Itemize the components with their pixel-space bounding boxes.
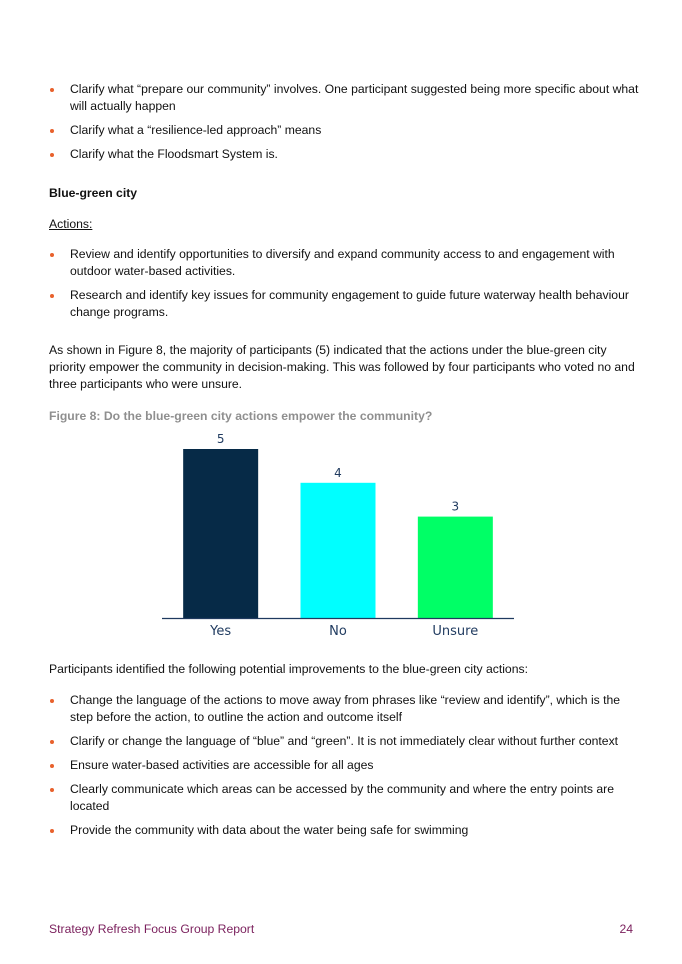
list-item-text: Clarify what a “resilience-led approach” means — [70, 123, 322, 137]
list-item — [49, 246, 639, 280]
body-paragraph: As shown in Figure 8, the majority of participants (5) indicated that the actions under the blue-green city priority empower the community in decision-making. This was followed by four participants who voted no and three participants who were unsure. — [49, 343, 635, 391]
footer-page-number: 24 — [619, 922, 633, 936]
list-item-text: Clearly communicate which areas can be accessed by the community and where the entry points are located — [70, 782, 614, 813]
footer-report-title: Strategy Refresh Focus Group Report — [49, 922, 255, 936]
bar-unsure — [418, 517, 493, 618]
bullet-icon — [50, 829, 54, 833]
section-heading: Blue-green city — [49, 186, 138, 200]
list-item-text: Provide the community with data about the water being safe for swimming — [70, 823, 469, 837]
list-item — [49, 692, 639, 726]
list-item — [49, 287, 639, 321]
bullet-icon — [50, 88, 54, 92]
bar-yes — [183, 449, 258, 618]
list-item — [49, 757, 639, 774]
list-item — [49, 733, 639, 750]
list-item-text: Research and identify key issues for community engagement to guide future waterway health behaviour change programs. — [70, 288, 629, 319]
improvements-intro: Participants identified the following potential improvements to the blue-green city actions: — [49, 662, 528, 676]
actions-bullet-list — [49, 246, 639, 328]
figure-title: Figure 8: Do the blue-green city actions empower the community? — [49, 409, 433, 423]
list-item — [49, 81, 639, 115]
x-tick-label: Yes — [210, 624, 232, 639]
bullet-icon — [50, 294, 54, 298]
bullet-icon — [50, 153, 54, 157]
bullet-icon — [50, 740, 54, 744]
bullet-icon — [50, 764, 54, 768]
list-item-text: Ensure water-based activities are accessible for all ages — [70, 758, 374, 772]
list-item — [49, 822, 639, 839]
data-label: 3 — [451, 499, 460, 514]
bar-chart — [0, 425, 682, 655]
actions-label: Actions: — [49, 217, 93, 231]
data-label: 4 — [334, 465, 342, 480]
bullet-icon — [50, 129, 54, 133]
data-label: 5 — [216, 432, 225, 446]
x-tick-label: No — [329, 624, 347, 639]
list-item — [49, 122, 639, 139]
list-item-text: Change the language of the actions to move away from phrases like “review and identify”, which is the step before the action, to outline the action and outcome itself — [70, 693, 621, 724]
x-tick-label: Unsure — [432, 624, 479, 639]
list-item — [49, 146, 639, 163]
list-item-text: Clarify what “prepare our community” involves. One participant suggested being more specific about what will actually happen — [70, 82, 639, 113]
list-item-text: Clarify or change the language of “blue” and “green”. It is not immediately clear without further context — [70, 734, 619, 748]
list-item-text: Clarify what the Floodsmart System is. — [70, 147, 278, 161]
bullet-icon — [50, 253, 54, 257]
list-item-text: Review and identify opportunities to diversify and expand community access to and engagement with outdoor water-based activities. — [70, 247, 615, 278]
top-bullet-list — [49, 81, 639, 170]
bar-no — [301, 483, 376, 618]
bullet-icon — [50, 699, 54, 703]
bullet-icon — [50, 788, 54, 792]
improvements-bullet-list — [49, 692, 639, 846]
list-item — [49, 781, 639, 815]
